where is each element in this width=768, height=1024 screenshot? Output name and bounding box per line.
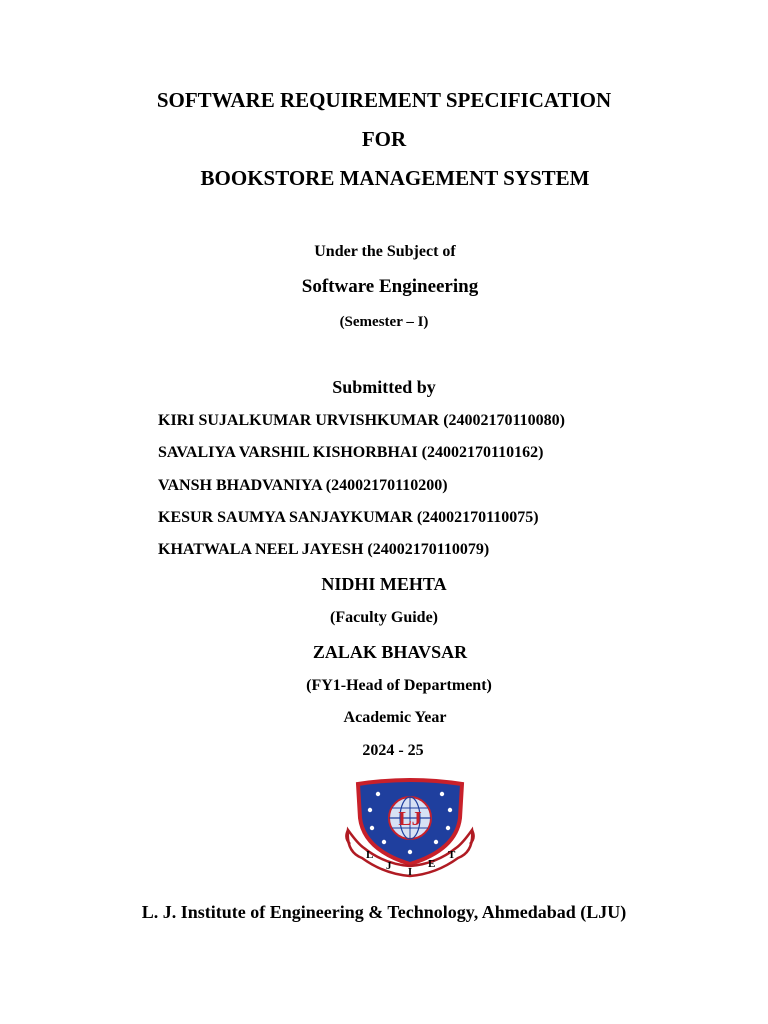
submitted-by-heading: Submitted by bbox=[332, 377, 436, 397]
academic-year-value: 2024 - 25 bbox=[362, 742, 424, 759]
member-item: VANSH BHADVANIYA (24002170110200) bbox=[158, 477, 448, 494]
document-title-line-1: SOFTWARE REQUIREMENT SPECIFICATION bbox=[156, 88, 612, 112]
subject-name: Software Engineering bbox=[301, 276, 479, 297]
ribbon-letter: J bbox=[386, 860, 392, 872]
ribbon-letter: E bbox=[428, 858, 436, 870]
member-item: SAVALIYA VARSHIL KISHORBHAI (24002170110162) bbox=[158, 444, 544, 461]
hod-role: (FY1-Head of Department) bbox=[306, 677, 492, 694]
crest-initials: LJ bbox=[398, 808, 422, 830]
document-title-line-2: FOR bbox=[361, 127, 407, 151]
semester-label: (Semester – I) bbox=[339, 314, 429, 330]
academic-year-label: Academic Year bbox=[343, 709, 447, 726]
faculty-guide-name: NIDHI MEHTA bbox=[321, 574, 447, 594]
hod-name: ZALAK BHAVSAR bbox=[312, 642, 468, 662]
member-item: KHATWALA NEEL JAYESH (24002170110079) bbox=[158, 541, 490, 558]
institute-crest-icon bbox=[344, 778, 476, 888]
ribbon-letter: I bbox=[407, 866, 413, 878]
member-item: KIRI SUJALKUMAR URVISHKUMAR (24002170110080) bbox=[158, 412, 565, 429]
member-item: KESUR SAUMYA SANJAYKUMAR (24002170110075) bbox=[158, 509, 539, 526]
institute-name: L. J. Institute of Engineering & Technology, Ahmedabad (LJU) bbox=[141, 902, 627, 922]
faculty-guide-role: (Faculty Guide) bbox=[330, 609, 438, 626]
ribbon-letter: T bbox=[448, 849, 456, 861]
ribbon-letter: L bbox=[366, 849, 374, 861]
subject-intro: Under the Subject of bbox=[314, 243, 456, 260]
document-title-line-3: BOOKSTORE MANAGEMENT SYSTEM bbox=[200, 166, 590, 190]
